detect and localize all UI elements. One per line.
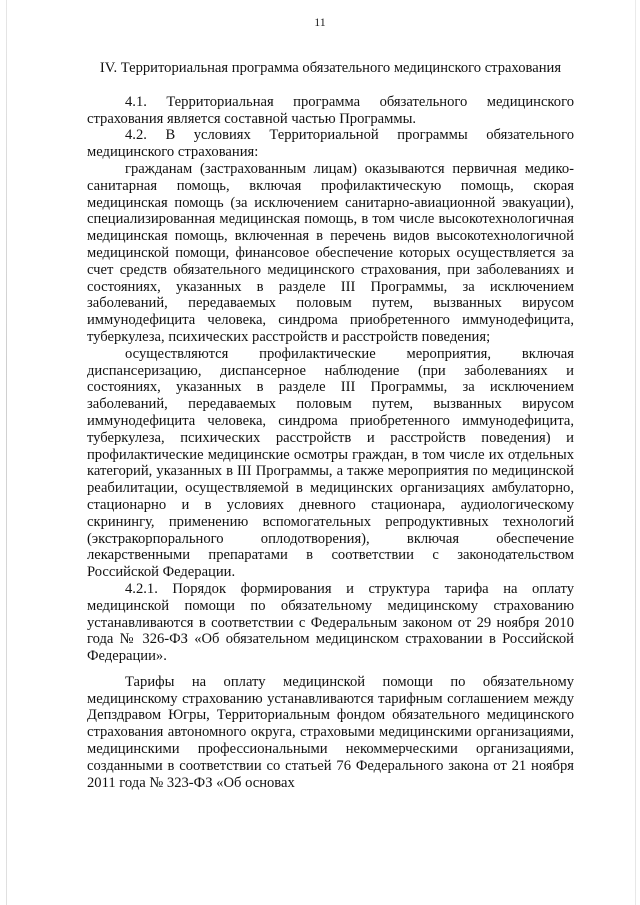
paragraph-gap <box>87 665 574 674</box>
document-body <box>87 60 574 791</box>
paragraph-4-1: 4.1. Территориальная программа обязательного медицинского страхования является составной частью Программы. <box>87 93 574 127</box>
paragraph-4-2-1: 4.2.1. Порядок формирования и структура тарифа на оплату медицинской помощи по обязательному медицинскому страхованию устанавливаются в соответствии с Федеральным законом от 29 ноября 2010 года № 326-ФЗ «Об обязательном медицинском страховании в Российской Федерации». <box>87 580 574 665</box>
scan-edge-right <box>635 0 636 905</box>
scan-edge-left <box>6 0 7 905</box>
paragraph-preventive: осуществляются профилактические мероприятия, включая диспансеризацию, диспансерное наблюдение (при заболеваниях и состояниях, указанных в разделе III Программы, за исключением заболеваний, передаваемых половым путем, вызванных вирусом иммунодефицита человека, синдрома приобретенного иммунодефицита, туберкулеза, психических расстройств и расстройств поведения) и профилактические медицинские осмотры граждан, в том числе их отдельных категорий, указанных в III Программы, а также мероприятия по медицинской реабилитации, осуществляемой в медицинских организациях амбулаторно, стационарно и в условиях дневного стационара, аудиологическому скринингу, применению вспомогательных репродуктивных технологий (экстракорпорального оплодотворения), включая обеспечение лекарственными препаратами в соответствии с законодательством Российской Федерации. <box>87 345 574 581</box>
section-heading: IV. Территориальная программа обязательного медицинского страхования <box>99 60 562 76</box>
paragraph-tariffs: Тарифы на оплату медицинской помощи по обязательному медицинскому страхованию устанавливаются тарифным соглашением между Депздравом Югры, Территориальным фондом обязательного медицинского страхования автономного округа, страховыми медицинскими организациями, медицинскими профессиональными некоммерческими организациями, созданными в соответствии со статьей 76 Федерального закона от 21 ноября 2011 года № 323-ФЗ «Об основах <box>87 673 574 791</box>
paragraph-citizens: гражданам (застрахованным лицам) оказываются первичная медико-санитарная помощь, включая профилактическую помощь, скорая медицинская помощь (за исключением санитарно-авиационной эвакуации), специализированная медицинская помощь, в том числе высокотехнологичная медицинская помощь, включенная в перечень видов высокотехнологичной медицинской помощи, финансовое обеспечение которых осуществляется за счет средств обязательного медицинского страхования, при заболеваниях и состояниях, указанных в разделе III Программы, за исключением заболеваний, передаваемых половым путем, вызванных вирусом иммунодефицита человека, синдрома приобретенного иммунодефицита, туберкулеза, психических расстройств и расстройств поведения; <box>87 160 574 345</box>
paragraph-4-2: 4.2. В условиях Территориальной программы обязательного медицинского страхования: <box>87 127 574 161</box>
page-number: 11 <box>314 15 326 29</box>
